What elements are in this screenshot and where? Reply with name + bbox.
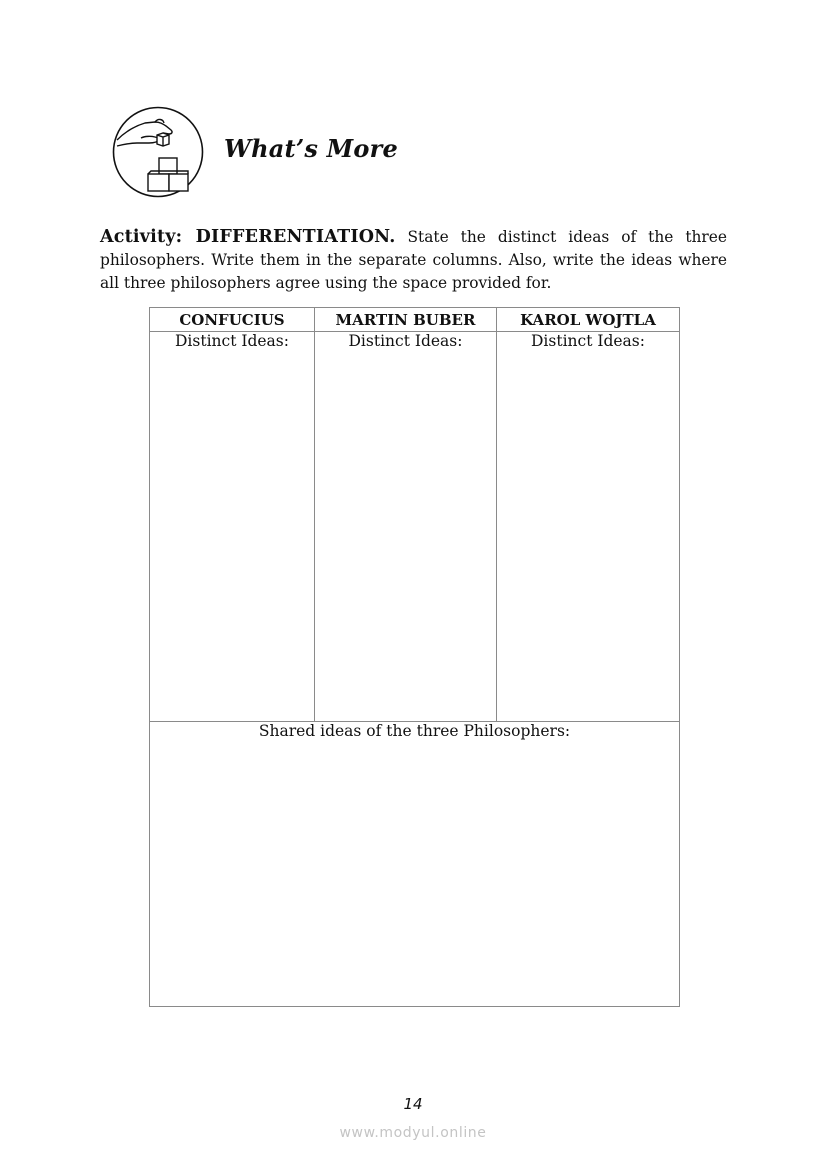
page-number: 14 [403, 1095, 423, 1113]
distinct-ideas-row [150, 332, 680, 722]
column-header-martin-buber: MARTIN BUBER [315, 308, 497, 332]
column-header-confucius: CONFUCIUS [150, 308, 315, 332]
karol-wojtla-distinct-ideas-cell[interactable] [497, 332, 680, 722]
shared-ideas-row [150, 722, 680, 1007]
distinct-ideas-label: Distinct Ideas: [348, 332, 463, 350]
watermark: www.modyul.online [339, 1125, 487, 1141]
distinct-ideas-label: Distinct Ideas: [175, 332, 289, 350]
activity-instructions [100, 226, 727, 295]
martin-buber-distinct-ideas-cell[interactable] [315, 332, 497, 722]
distinct-ideas-label: Distinct Ideas: [531, 332, 645, 350]
header-row [150, 308, 680, 332]
differentiation-table [149, 307, 680, 1007]
activity-heading: Activity: DIFFERENTIATION. [100, 227, 396, 247]
column-header-karol-wojtla: KAROL WOJTLA [497, 308, 680, 332]
shared-ideas-label: Shared ideas of the three Philosophers: [258, 722, 571, 740]
shared-ideas-cell[interactable] [150, 722, 680, 1007]
section-title: What’s More [224, 134, 398, 163]
activity-text: State the distinct ideas of the three philosophers. Write them in the separate columns. Also, write the ideas where all three philosophers agree using the space provided for. [100, 228, 727, 292]
hand-stacking-blocks-icon [111, 106, 205, 198]
confucius-distinct-ideas-cell[interactable] [150, 332, 315, 722]
